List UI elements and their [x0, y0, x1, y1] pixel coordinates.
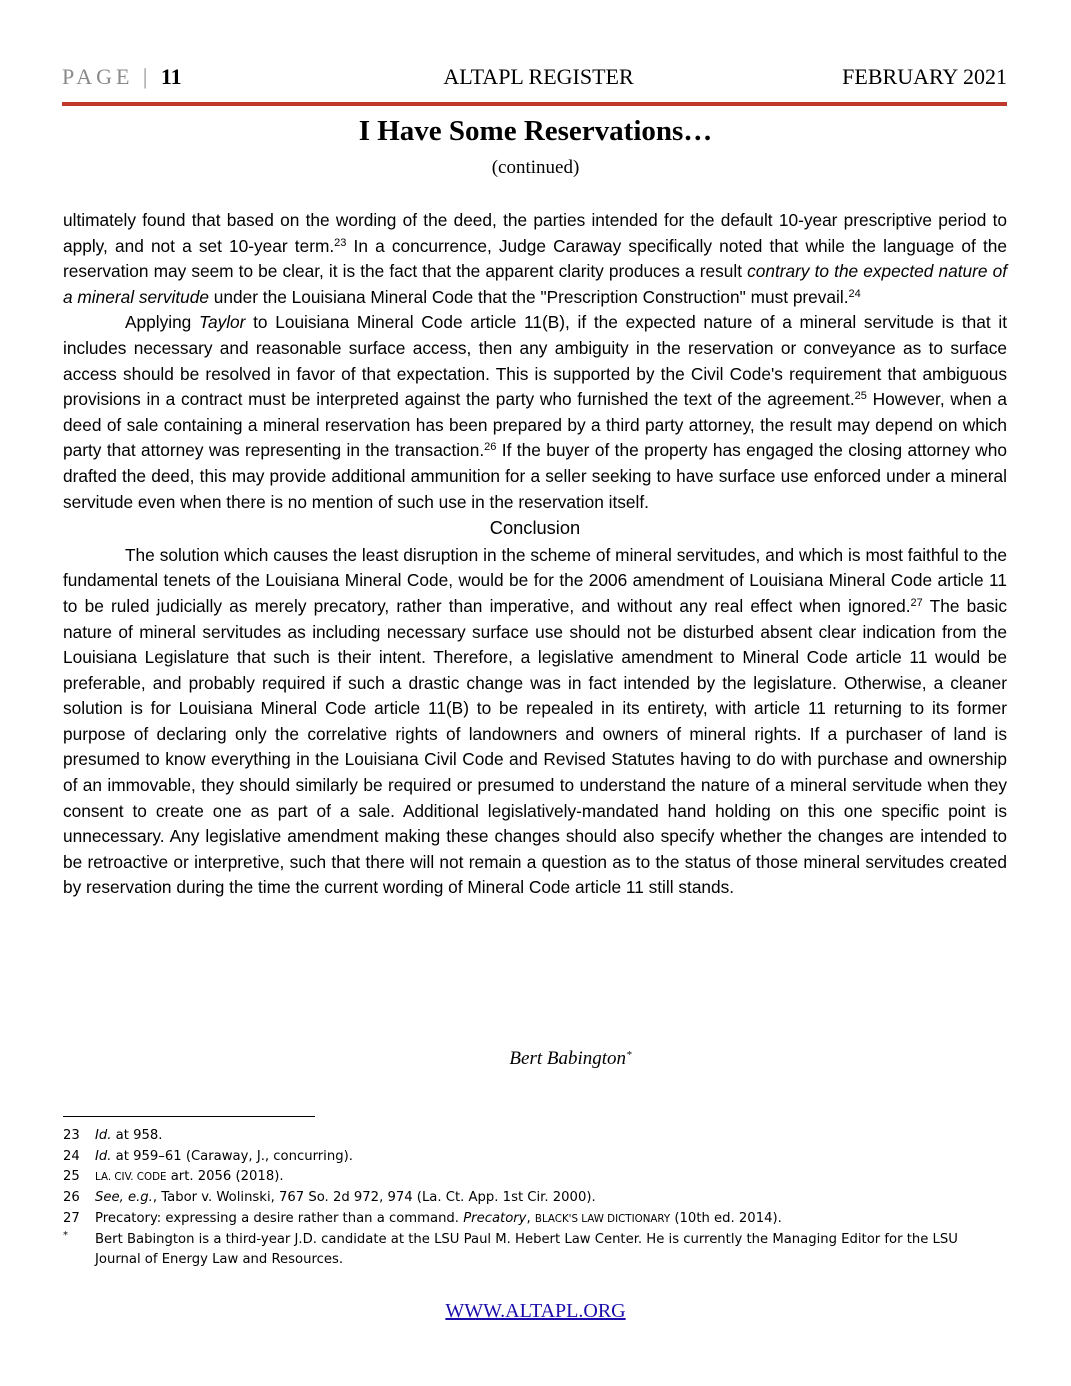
section-heading-conclusion [63, 515, 1007, 543]
footnote-emphasis: Id. [95, 1148, 112, 1164]
footnote-text: Bert Babington is a third-year J.D. candidate at the LSU Paul M. Hebert Law Center. He is currently the Managing Editor for the LSU Journal of Energy Law and Resources. [95, 1231, 958, 1268]
footnote-24 [63, 1147, 1007, 1168]
issue-date: FEBRUARY 2021 [842, 64, 1007, 89]
text-run: Applying [125, 312, 199, 333]
page-header [62, 64, 1007, 98]
footnote-ref-26[interactable]: 26 [484, 441, 497, 454]
page-label-text: PAGE | [62, 64, 152, 89]
footnote-number: 23 [63, 1128, 80, 1143]
text-run: In a concurrence, Judge Caraway specifically noted that while the language of the reservation may seem to be clear, it is the fact that the apparent clarity produces a result [63, 235, 1007, 282]
footnote-separator [63, 1116, 315, 1117]
website-link[interactable]: WWW.ALTAPL.ORG [445, 1300, 626, 1322]
page-footer [0, 1300, 1071, 1323]
footnote-26 [63, 1188, 1007, 1209]
footnote-text: , [526, 1210, 535, 1226]
footnote-author [63, 1230, 1007, 1271]
footnote-number: 24 [63, 1148, 80, 1164]
footnote-smallcaps: BLACK'S LAW DICTIONARY [534, 1212, 671, 1225]
author-footnote-ref[interactable]: * [626, 1049, 632, 1061]
article-subtitle: (continued) [491, 157, 580, 178]
footnote-ref-27[interactable]: 27 [910, 596, 923, 609]
emphasis-text: contrary to the expected nature of a mineral servitude [63, 261, 1007, 307]
footnote-25 [63, 1167, 1007, 1188]
text-run: The basic nature of mineral servitudes as including necessary surface use should not be disturbed absent clear indication from the Louisiana Legislature that such is their intent. Therefore, a legislative amendment to Mineral Code article 11 would be preferable, and probably required if such a drastic change was in fact intended by the legislature. Otherwise, a cleaner solution is for Louisiana Mineral Code article 11(B) to be repealed in its entirety, with article 11 returning to its former purpose of declaring only the correlative rights of landowners and owners of mineral rights. If a purchaser of land is presumed to know everything in the Louisiana Civil Code and Revised Statutes having to do with purchase and ownership of an immovable, they should similarly be required or presumed to understand the nature of a mineral servitude when they consent to create one as part of a sale. Additional legislatively-mandated hand holding on this one specific point is unnecessary. Any legislative amendment making these changes should also specify whether the changes are intended to be retroactive or interpretive, such that there will not remain a question as to the status of those mineral servitudes created by reservation during the time the current wording of Mineral Code article 11 still stands. [63, 595, 1007, 898]
footnote-ref-24[interactable]: 24 [848, 287, 861, 300]
footnote-text: (10th ed. 2014). [670, 1210, 782, 1226]
footnote-23 [63, 1126, 1007, 1147]
footnote-text: Precatory: expressing a desire rather than a command. [95, 1210, 464, 1226]
footnote-emphasis: Id. [95, 1128, 112, 1143]
footnote-mark: * [63, 1229, 68, 1241]
case-name: Taylor [198, 312, 246, 333]
footnote-text: art. 2056 (2018). [166, 1169, 284, 1185]
text-run: The solution which causes the least disruption in the scheme of mineral servitudes, and which is most faithful to the fundamental tenets of the Louisiana Mineral Code, would be for the 2006 amendment of Louisiana Mineral Code article 11 to be ruled judicially as merely precatory, rather than imperative, and without any real effect when ignored. [63, 544, 1007, 616]
text-run: If the buyer of the property has engaged the closing attorney who drafted the deed, this may provide additional ammunition for a seller seeking to have surface use enforced under a mineral servitude even when there is no mention of such use in the reservation itself. [63, 440, 1007, 512]
footnote-ref-23[interactable]: 23 [334, 236, 347, 249]
footnote-number: 27 [63, 1210, 80, 1226]
footnote-smallcaps: LA. CIV. CODE [95, 1171, 167, 1184]
footnote-text: at 959–61 (Caraway, J., concurring). [111, 1148, 353, 1164]
text-run: ultimately found that based on the wording of the deed, the parties intended for the default 10-year prescriptive period to apply, and not a set 10-year term. [63, 210, 1007, 256]
publication-name: ALTAPL REGISTER [443, 64, 634, 89]
article-title: I Have Some Reservations… [358, 115, 713, 147]
text-run: However, when a deed of sale containing a mineral reservation has been prepared by a third party attorney, the result may depend on which party that attorney was representing in the transaction. [63, 389, 1007, 461]
paragraph-conclusion [63, 543, 1007, 901]
text-run: to Louisiana Mineral Code article 11(B), if the expected nature of a mineral servitude is that it includes necessary and reasonable surface access, then any ambiguity in the reservation or conveyance as to surface access should be resolved in favor of that expectation. This is supported by the Civil Code's requirement that ambiguous provisions in a contract must be interpreted against the party who furnished the text of the agreement. [63, 312, 1007, 410]
footnote-emphasis: See, e.g. [95, 1190, 153, 1206]
page-number: 11 [160, 64, 182, 89]
author-signature [0, 1048, 1071, 1070]
footnote-text: , Tabor v. Wolinski, 767 So. 2d 972, 974 (La. Ct. App. 1st Cir. 2000). [152, 1190, 596, 1206]
footnote-27 [63, 1209, 1007, 1230]
paragraph-1 [63, 208, 1007, 310]
footnote-emphasis: Precatory [463, 1210, 527, 1226]
text-run: under the Louisiana Mineral Code that the "Prescription Construction" must prevail. [209, 286, 849, 307]
footnote-ref-25[interactable]: 25 [854, 390, 867, 403]
conclusion-heading-text [489, 517, 581, 539]
paragraph-2 [63, 310, 1007, 515]
footnotes [63, 1126, 1007, 1271]
footnote-number: 25 [63, 1169, 80, 1185]
footnote-text: at 958. [111, 1128, 163, 1143]
article-body [63, 208, 1007, 901]
footnote-number: 26 [63, 1190, 80, 1206]
author-name: Bert Babington [509, 1048, 627, 1069]
heading-smallcaps: Conclusion [489, 517, 581, 539]
header-rule [62, 102, 1007, 106]
